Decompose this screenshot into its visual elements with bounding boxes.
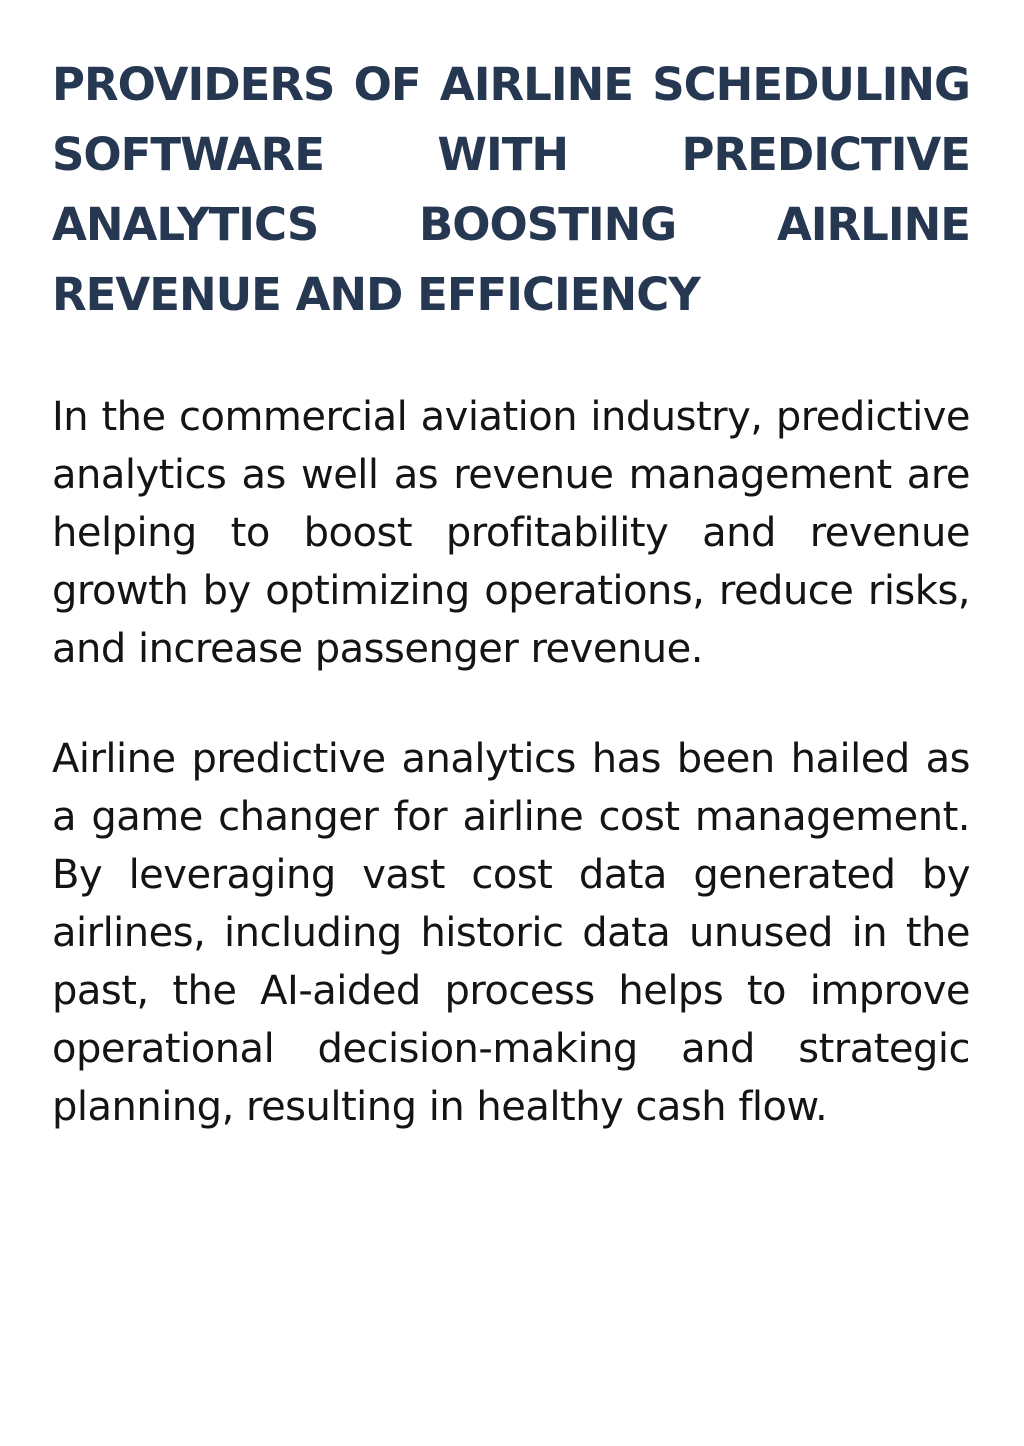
paragraph-industry-overview: In the commercial aviation industry, predictive analytics as well as revenue management are helping to boost profitability and revenue growth by optimizing operations, reduce risks, and increase passenger revenue. <box>52 394 970 672</box>
paragraph-cost-management: Airline predictive analytics has been hailed as a game changer for airline cost management. By leveraging vast cost data generated by airlines, including historic data unused in the past, the AI-aided process helps to improve operational decision-making and strategic planning, resulting in healthy cash flow. <box>52 736 970 1130</box>
document-title: PROVIDERS OF AIRLINE SCHEDULING SOFTWARE WITH PREDICTIVE ANALYTICS BOOSTING AIRLINE REVENUE AND EFFICIENCY <box>52 58 970 321</box>
document-page <box>52 50 970 1136</box>
